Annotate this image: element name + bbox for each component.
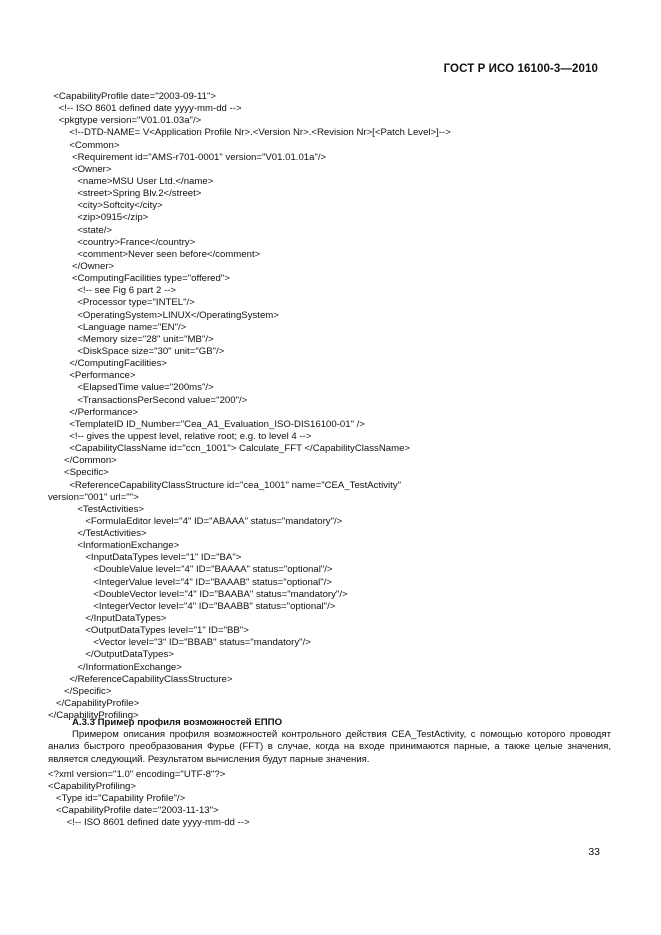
code-line: <OutputDataTypes level="1" ID="BB"> — [48, 625, 249, 637]
code-line: <Specific> — [48, 467, 109, 479]
code-line: </Owner> — [48, 260, 115, 272]
code-line: </InformationExchange> — [48, 661, 182, 673]
section-title: A.3.3 Пример профиля возможностей ЕППО — [72, 717, 283, 728]
code-line: </Common> — [48, 455, 117, 467]
code-line: <street>Spring Blv.2</street> — [48, 188, 202, 200]
code-line: </OutputDataTypes> — [48, 649, 174, 661]
code-line: version="001" url=""> — [48, 491, 139, 503]
code-line: <country>France</country> — [48, 236, 196, 248]
code-line: <!-- see Fig 6 part 2 --> — [48, 285, 176, 297]
code-line: <!-- ISO 8601 defined date yyyy-mm-dd --> — [48, 817, 250, 829]
code-line: <IntegerVector level="4" ID="BAABB" status="optional"/> — [48, 600, 336, 612]
code-line: </InputDataTypes> — [48, 613, 167, 625]
code-line: <InputDataTypes level="1" ID="BA"> — [48, 552, 242, 564]
code-line: <ComputingFacilities type="offered"> — [48, 273, 230, 285]
code-line: <CapabilityClassName id="ccn_1001"> Calculate_FFT </CapabilityClassName> — [48, 443, 411, 455]
code-line: <?xml version="1.0" encoding="UTF-8"?> — [48, 768, 226, 780]
code-line: <TemplateID ID_Number="Cea_A1_Evaluation_ISO-DIS16100-01" /> — [48, 418, 365, 430]
code-line: <Requirement id="AMS-r701-0001" version="V01.01.01a"/> — [48, 151, 327, 163]
code-line: <city>Softcity</city> — [48, 200, 163, 212]
code-line: <!-- ISO 8601 defined date yyyy-mm-dd --> — [48, 103, 242, 115]
code-line: <DiskSpace size="30" unit="GB"/> — [48, 345, 225, 357]
code-line: </ReferenceCapabilityClassStructure> — [48, 673, 233, 685]
code-line: <CapabilityProfile date="2003-09-11"> — [48, 91, 216, 102]
code-line: <Processor type="INTEL"/> — [48, 297, 195, 309]
section-paragraph: Примером описания профиля возможностей контрольного действия CEA_TestActivity, с помощью которого проводят анализ быстрого преобразования Фурье (FFT) в случае, когда на входе принимаются парные, а также целые значения, является следующий. Результатом вычисления будут парные значения. — [48, 729, 611, 765]
code-line: <Owner> — [48, 163, 112, 175]
code-line: <FormulaEditor level="4" ID="ABAAA" status="mandatory"/> — [48, 515, 343, 527]
code-line: <TransactionsPerSecond value="200"/> — [48, 394, 248, 406]
code-line: <Type id="Capability Profile"/> — [48, 793, 186, 805]
xml-code-block — [48, 91, 618, 722]
code-line: <Vector level="3" ID="BBAB" status="mandatory"/> — [48, 637, 311, 649]
code-line: <IntegerValue level="4" ID="BAAAB" status="optional"/> — [48, 576, 332, 588]
code-line: </ComputingFacilities> — [48, 358, 167, 370]
code-line: <Common> — [48, 139, 120, 151]
code-line: <name>MSU User Ltd.</name> — [48, 175, 214, 187]
section-a-3-3 — [48, 717, 611, 830]
code-line: </Specific> — [48, 685, 112, 697]
code-line: <!--DTD-NAME= V<Application Profile Nr>.<Version Nr>.<Revision Nr>[<Patch Level>]--> — [48, 127, 451, 139]
code-line: <CapabilityProfile date="2003-11-13"> — [48, 805, 219, 817]
code-line: <Memory size="28" unit="MB"/> — [48, 333, 214, 345]
code-line: </CapabilityProfile> — [48, 698, 140, 710]
code-line: </Performance> — [48, 406, 139, 418]
code-line: <Language name="EN"/> — [48, 321, 187, 333]
code-line: <DoubleVector level="4" ID="BAABA" status="mandatory"/> — [48, 588, 348, 600]
code-line: <!-- gives the uppest level, relative root; e.g. to level 4 --> — [48, 430, 312, 442]
code-line: <comment>Never seen before</comment> — [48, 248, 261, 260]
code-line: <OperatingSystem>LINUX</OperatingSystem> — [48, 309, 279, 321]
code-line: <TestActivities> — [48, 503, 144, 515]
xml-code-block-2 — [48, 769, 611, 830]
code-line: <InformationExchange> — [48, 540, 180, 552]
code-line: <Performance> — [48, 370, 136, 382]
code-line: <pkgtype version="V01.01.03a"/> — [48, 115, 202, 127]
code-line: </CapabilityProfiling> — [48, 710, 139, 722]
code-line: <ElapsedTime value="200ms"/> — [48, 382, 214, 394]
page-number: 33 — [588, 846, 600, 858]
code-line: <CapabilityProfiling> — [48, 780, 136, 792]
code-line: <ReferenceCapabilityClassStructure id="cea_1001" name="CEA_TestActivity" — [48, 479, 402, 491]
code-line: </TestActivities> — [48, 528, 147, 540]
code-line: <state/> — [48, 224, 112, 236]
code-line: <zip>0915</zip> — [48, 212, 149, 224]
code-line: <DoubleValue level="4" ID="BAAAA" status="optional"/> — [48, 564, 333, 576]
document-header: ГОСТ Р ИСО 16100-3—2010 — [443, 63, 598, 75]
